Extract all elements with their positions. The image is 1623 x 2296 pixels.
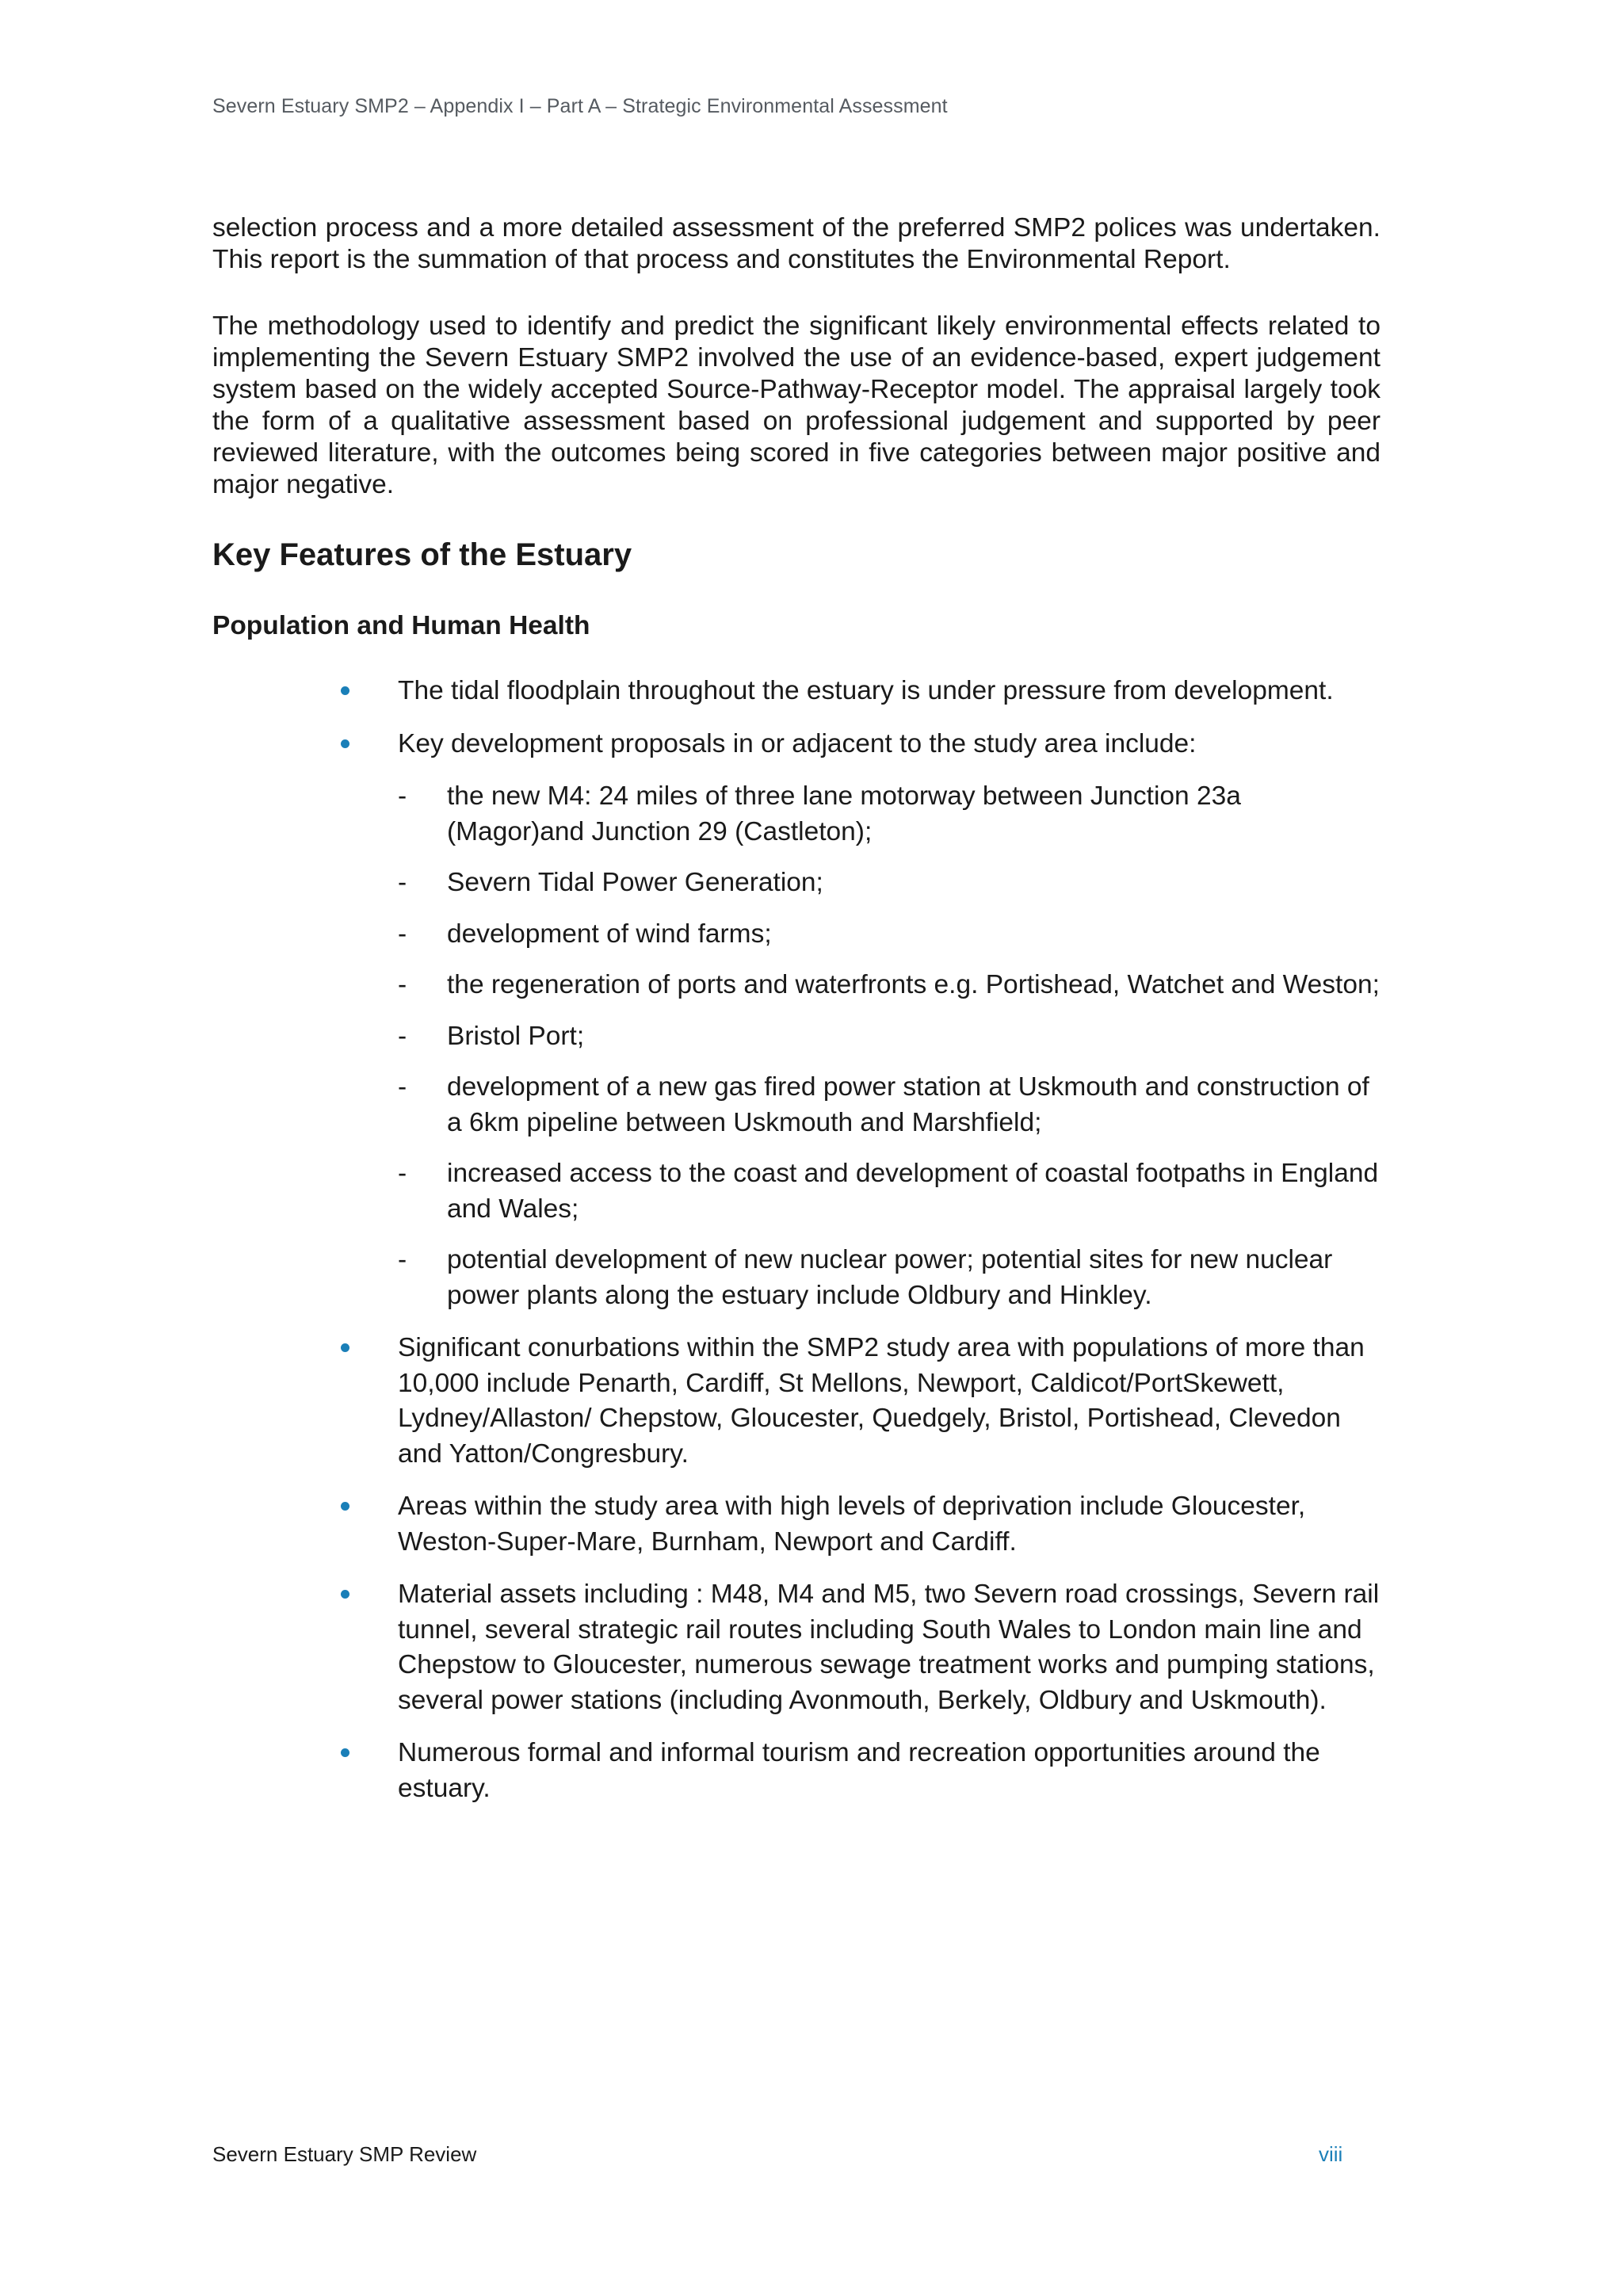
dash-icon: -	[398, 1159, 407, 1188]
sub-bullet-item	[398, 865, 1381, 901]
bullet-item	[212, 1577, 1381, 1718]
page-header: Severn Estuary SMP2 – Appendix I – Part A – Strategic Environmental Assessment	[212, 95, 948, 117]
sub-bullet-text: Bristol Port;	[447, 1021, 585, 1051]
sub-bullet-text: development of a new gas fired power station at Uskmouth and construction of a 6km pipeline between Uskmouth and Marshfield;	[447, 1072, 1369, 1137]
bullet-item	[212, 1489, 1381, 1560]
sub-bullet-text: Severn Tidal Power Generation;	[447, 868, 823, 897]
sub-bullet-item	[398, 1243, 1381, 1313]
bullet-dot-icon	[341, 739, 349, 748]
sub-bullet-text: development of wind farms;	[447, 919, 772, 949]
bullet-dot-icon	[341, 1502, 349, 1511]
bullet-dot-icon	[341, 686, 349, 695]
dash-icon: -	[398, 868, 407, 897]
bullet-dot-icon	[341, 1748, 349, 1757]
bullet-item	[212, 674, 1381, 709]
sub-bullet-item	[398, 1070, 1381, 1140]
dash-icon: -	[398, 919, 407, 949]
bullet-text: Areas within the study area with high levels of deprivation include Gloucester, Weston-Super-Mare, Burnham, Newport and Cardiff.	[398, 1492, 1306, 1557]
sub-bullet-item	[398, 1019, 1381, 1055]
bullet-dot-icon	[341, 1590, 349, 1599]
bullet-item	[212, 1331, 1381, 1472]
dash-icon: -	[398, 1245, 407, 1274]
page-footer-title: Severn Estuary SMP Review	[212, 2142, 477, 2166]
bullet-item	[212, 727, 1381, 1314]
sub-bullet-text: the regeneration of ports and waterfronts e.g. Portishead, Watchet and Weston;	[447, 970, 1380, 999]
sub-bullet-text: the new M4: 24 miles of three lane motorway between Junction 23a (Magor)and Junction 29 (Castleton);	[447, 781, 1241, 846]
bullet-dot-icon	[341, 1343, 349, 1352]
page-number: viii	[1319, 2142, 1343, 2166]
dash-icon: -	[398, 781, 407, 811]
sub-bullet-list	[398, 779, 1381, 1313]
document-body	[212, 212, 1381, 1824]
sub-bullet-text: increased access to the coast and development of coastal footpaths in England and Wales;	[447, 1159, 1379, 1224]
sub-bullet-item	[398, 1156, 1381, 1227]
section-title: Key Features of the Estuary	[212, 537, 632, 572]
bullet-text: Key development proposals in or adjacent to the study area include:	[398, 728, 1197, 758]
bullet-text: Numerous formal and informal tourism and recreation opportunities around the estuary.	[398, 1738, 1320, 1803]
bullet-item	[212, 1736, 1381, 1806]
bullet-text: Significant conurbations within the SMP2 study area with populations of more than 10,000 include Penarth, Cardiff, St Mellons, Newport, Caldicot/PortSkewett, Lydney/Allaston/ Chepstow, Gloucester, Quedgely, Bristol, Portishead, Clevedon and Yatton/Congresbury.	[398, 1333, 1365, 1469]
dash-icon: -	[398, 1072, 407, 1102]
sub-bullet-item	[398, 968, 1381, 1003]
sub-bullet-text: potential development of new nuclear power; potential sites for new nuclear power plants along the estuary include Oldbury and Hinkley.	[447, 1245, 1333, 1310]
dash-icon: -	[398, 970, 407, 999]
subsection-title: Population and Human Health	[212, 611, 590, 640]
dash-icon: -	[398, 1021, 407, 1051]
bullet-text: Material assets including : M48, M4 and M5, two Severn road crossings, Severn rail tunnel, several strategic rail routes including South Wales to London main line and Chepstow to Gloucester, numerous sewage treatment works and pumping stations, several power stations (including Avonmouth, Berkely, Oldbury and Uskmouth).	[398, 1580, 1380, 1715]
bullet-list	[212, 674, 1381, 1806]
paragraph-intro: selection process and a more detailed assessment of the preferred SMP2 polices was undertaken. This report is the summation of that process and constitutes the Environmental Report.	[212, 213, 1381, 274]
sub-bullet-item	[398, 917, 1381, 953]
bullet-text: The tidal floodplain throughout the estuary is under pressure from development.	[398, 676, 1334, 705]
sub-bullet-item	[398, 779, 1381, 850]
paragraph-methodology: The methodology used to identify and predict the significant likely environmental effects related to implementing the Severn Estuary SMP2 involved the use of an evidence-based, expert judgement system based on the widely accepted Source-Pathway-Receptor model. The appraisal largely took the form of a qualitative assessment based on professional judgement and supported by peer reviewed literature, with the outcomes being scored in five categories between major positive and major negative.	[212, 311, 1381, 499]
